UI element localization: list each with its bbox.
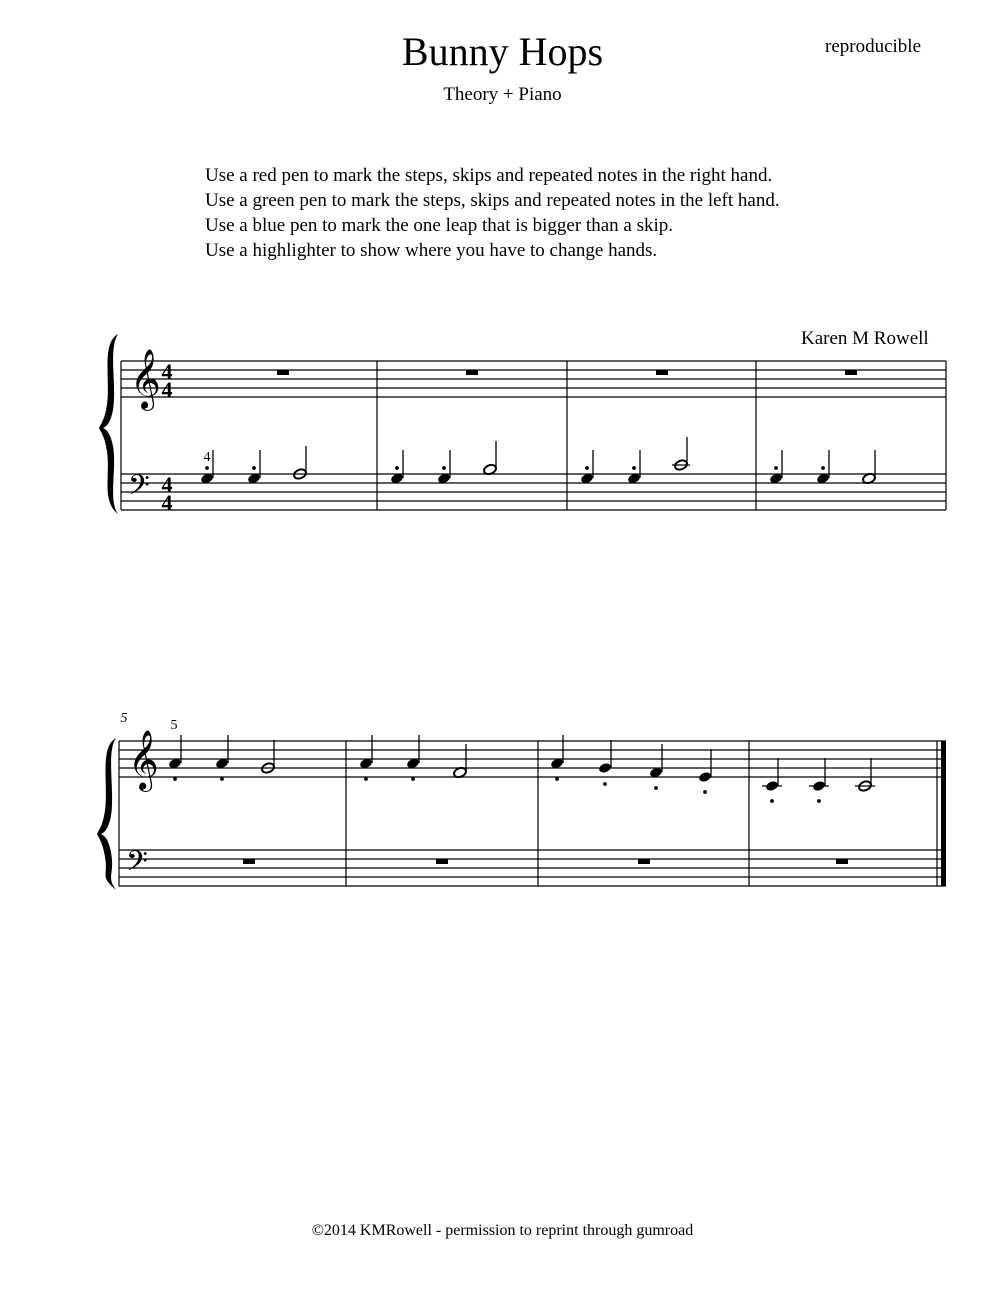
bass-notes-m3 (580, 437, 690, 485)
treble-notes-m7 (550, 735, 712, 794)
treble-clef-icon: 𝄞 (128, 730, 159, 790)
bass-clef-icon: 𝄢 (128, 469, 150, 509)
treble-staff-2 (119, 741, 946, 777)
whole-rest-icon (243, 859, 848, 864)
instruction-line: Use a blue pen to mark the one leap that is bigger than a skip. (205, 215, 674, 236)
composer-name: Karen M Rowell (801, 328, 929, 349)
grand-staff-brace (97, 738, 116, 890)
instruction-line: Use a red pen to mark the steps, skips and repeated notes in the right hand. (205, 165, 773, 186)
bass-notes-m4 (769, 450, 876, 485)
treble-notes-m6 (359, 735, 467, 781)
treble-clef-icon: 𝄞 (130, 349, 161, 409)
bass-notes-m1 (200, 446, 307, 485)
reproducible-label: reproducible (825, 36, 922, 57)
system-1 (99, 334, 946, 515)
time-signature-bottom: 4 (161, 490, 173, 515)
copyright-footer: ©2014 KMRowell - permission to reprint through gumroad (311, 1222, 694, 1239)
final-barline (941, 741, 946, 886)
page-subtitle: Theory + Piano (443, 84, 562, 105)
bass-notes-m2 (390, 441, 497, 485)
bass-clef-icon: 𝄢 (126, 845, 148, 885)
fingering-number: 5 (170, 718, 178, 733)
time-signature-top: 4 (161, 359, 173, 384)
time-signature-top: 4 (161, 472, 173, 497)
treble-notes-m8 (762, 758, 875, 803)
page-title: Bunny Hops (401, 29, 604, 74)
fingering-number: 4 (203, 450, 211, 465)
bass-staff-2 (119, 850, 946, 886)
treble-staff-1 (121, 361, 946, 397)
instruction-line: Use a green pen to mark the steps, skips and repeated notes in the left hand. (205, 190, 780, 211)
system-2 (97, 711, 946, 890)
grand-staff-brace (99, 334, 118, 514)
time-signature-bottom: 4 (161, 377, 173, 402)
measure-number: 5 (120, 711, 128, 726)
instruction-line: Use a highlighter to show where you have to change hands. (205, 240, 658, 261)
treble-notes-m5 (168, 735, 275, 781)
